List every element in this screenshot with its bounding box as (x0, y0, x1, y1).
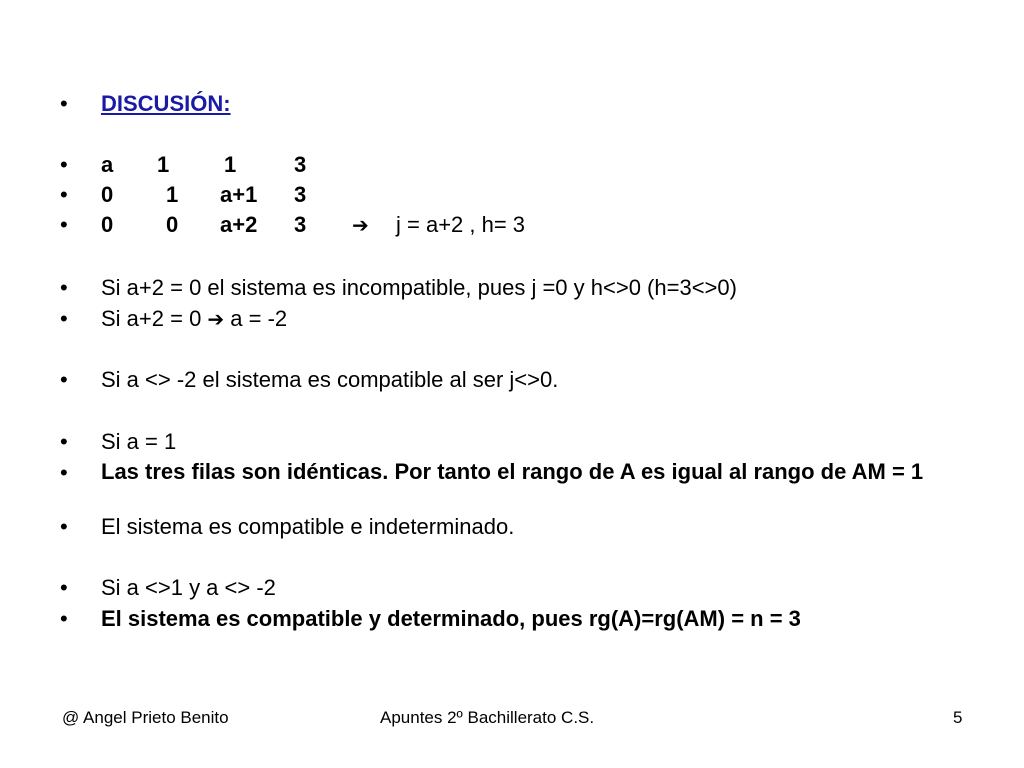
bullet-marker: • (60, 460, 68, 485)
line-a-neg2-part1: Si a+2 = 0 (101, 306, 208, 331)
footer-page-number: 5 (953, 708, 963, 727)
line-a-neg2-part2: a = -2 (224, 306, 288, 331)
footer-author: @ Angel Prieto Benito (62, 708, 229, 727)
bullet-marker: • (60, 306, 68, 331)
matrix-cell: 0 (101, 212, 114, 237)
matrix-cell: 3 (294, 182, 307, 207)
arrow-right-icon: ➔ (207, 307, 225, 331)
footer-course: Apuntes 2º Bachillerato C.S. (380, 708, 595, 727)
bullet-marker: • (60, 152, 68, 177)
bullet-marker: • (60, 429, 68, 454)
bullet-marker: • (60, 182, 68, 207)
matrix-cell: 0 (101, 182, 114, 207)
line-determinate: El sistema es compatible y determinado, pues rg(A)=rg(AM) = n = 3 (101, 606, 801, 631)
bullet-marker: • (60, 212, 68, 237)
matrix-cell: 1 (166, 182, 179, 207)
line-a-not-1: Si a <>1 y a <> -2 (101, 575, 276, 600)
bullet-marker: • (60, 91, 68, 116)
matrix-cell: 3 (294, 212, 307, 237)
line-incompatible: Si a+2 = 0 el sistema es incompatible, pues j =0 y h<>0 (h=3<>0) (101, 275, 737, 300)
line-indeterminate: El sistema es compatible e indeterminado. (101, 514, 515, 539)
matrix-cell: a+1 (220, 182, 258, 207)
bullet-marker: • (60, 575, 68, 600)
arrow-right-icon: ➔ (352, 213, 369, 237)
bullet-marker: • (60, 514, 68, 539)
line-identical-rows: Las tres filas son idénticas. Por tanto el rango de A es igual al rango de AM = 1 (101, 459, 924, 484)
bullet-marker: • (60, 367, 68, 392)
matrix-cell: a+2 (220, 212, 258, 237)
bullet-marker: • (60, 606, 68, 631)
matrix-cell: 0 (166, 212, 179, 237)
heading-discusion: DISCUSIÓN: (101, 91, 231, 116)
matrix-cell: 1 (157, 152, 170, 177)
row3-note: j = a+2 , h= 3 (396, 212, 526, 237)
matrix-cell: 3 (294, 152, 307, 177)
line-compatible: Si a <> -2 el sistema es compatible al ser j<>0. (101, 367, 559, 392)
matrix-cell: a (101, 152, 114, 177)
matrix-cell: 1 (224, 152, 237, 177)
bullet-marker: • (60, 275, 68, 300)
line-a-neg2 (101, 307, 287, 331)
line-a-equals-1: Si a = 1 (101, 429, 177, 454)
